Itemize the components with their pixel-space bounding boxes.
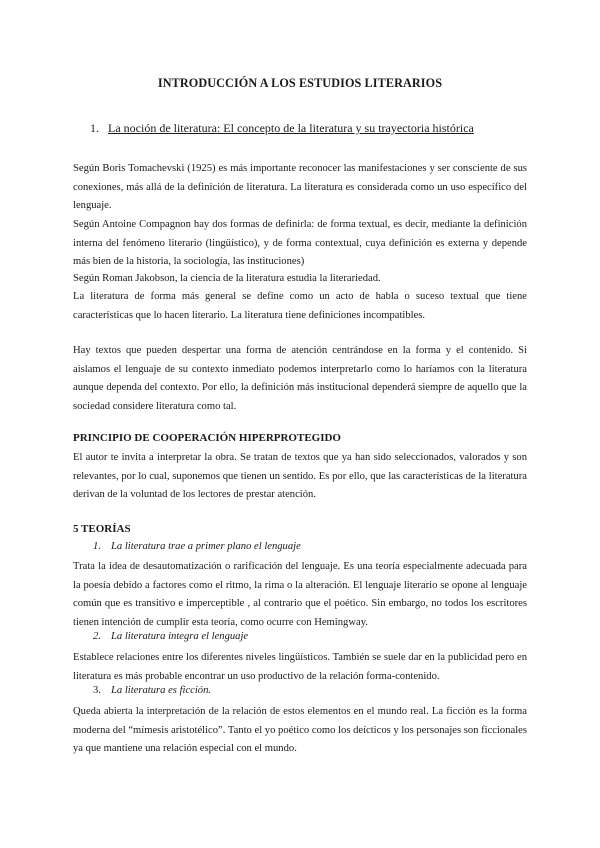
principio-heading: PRINCIPIO DE COOPERACIÓN HIPERPROTEGIDO xyxy=(73,432,341,444)
teoria-2-title xyxy=(93,631,248,642)
document-title: INTRODUCCIÓN A LOS ESTUDIOS LITERARIOS xyxy=(157,76,443,90)
paragraph-compagnon: Según Antoine Compagnon hay dos formas de definirla: de forma textual, es decir, mediante la definición interna del fenómeno literario (lingüístico), y de forma contextual, cuya definición es externa y depende más bien de la historia, la sociología, las instituciones) xyxy=(73,219,527,268)
paragraph-attention: Hay textos que pueden despertar una forma de atención centrándose en la forma y el contenido. Si aislamos el lenguaje de su contexto inmediato podemos interpretarlo como lo haríamos con la literatura aunque dependa del contexto. Por ello, la definición más institucional dependerá siempre de aquello que la sociedad considere literatura como tal. xyxy=(73,345,527,412)
principio-paragraph: El autor te invita a interpretar la obra. Se tratan de textos que ya han sido seleccionados, valorados y son relevantes, por lo cual, suponemos que tienen un sentido. Es por ello, que las características de la literatura derivan de la voluntad de los lectores de prestar atención. xyxy=(73,452,527,501)
paragraph-jakobson: Según Roman Jakobson, la ciencia de la literatura estudia la literariedad. xyxy=(73,273,381,284)
section-number: 1. xyxy=(90,121,99,135)
teoria-2-number: 2. xyxy=(93,631,101,642)
section-heading xyxy=(90,121,474,136)
teoria-3-number: 3. xyxy=(93,685,101,696)
teoria-1-title-text: La literatura trae a primer plano el lenguaje xyxy=(111,541,301,552)
teoria-2-title-text: La literatura integra el lenguaje xyxy=(111,631,249,642)
teoria-1-paragraph: Trata la idea de desautomatización o rarificación del lenguaje. Es una teoría especialmente adecuada para la poesía debido a factores como el ritmo, la rima o la alteración. El lenguaje literario se opone al lenguaje común que es transitivo e imperceptible , al contrario que el poético. Sin embargo, no todos los escritores tienen intención de cumplir esta teoría, como ocurre con Hemingway. xyxy=(73,561,527,628)
paragraph-general-definition: La literatura de forma más general se define como un acto de habla o suceso textual que tiene características que lo hacen literario. La literatura tiene definiciones incompatibles. xyxy=(73,291,527,321)
teoria-3-title-text: La literatura es ficción. xyxy=(111,685,212,696)
teoria-3-title xyxy=(93,685,211,696)
teoria-1-number: 1. xyxy=(93,541,101,552)
section-heading-text: La noción de literatura: El concepto de la literatura y su trayectoria histórica xyxy=(108,121,474,135)
teoria-1-title xyxy=(93,541,301,552)
teoria-2-paragraph: Establece relaciones entre los diferentes niveles lingüísticos. También se suele dar en la publicidad pero en literatura es más probable encontrar un uso productivo de la relación forma-contenido. xyxy=(73,652,527,682)
teoria-3-paragraph: Queda abierta la interpretación de la relación de estos elementos en el mundo real. La ficción es la forma moderna del “mímesis aristotélico”. Tanto el yo poético como los deícticos y los personajes son ficcionales ya que mantiene una relación especial con el mundo. xyxy=(73,706,527,755)
paragraph-tomachevski: Según Boris Tomachevski (1925) es más importante reconocer las manifestaciones y ser consciente de sus conexiones, más allá de la definición de literatura. La literatura es considerada como un uso específico del lenguaje. xyxy=(73,163,527,212)
teorias-heading: 5 TEORÍAS xyxy=(73,523,131,535)
